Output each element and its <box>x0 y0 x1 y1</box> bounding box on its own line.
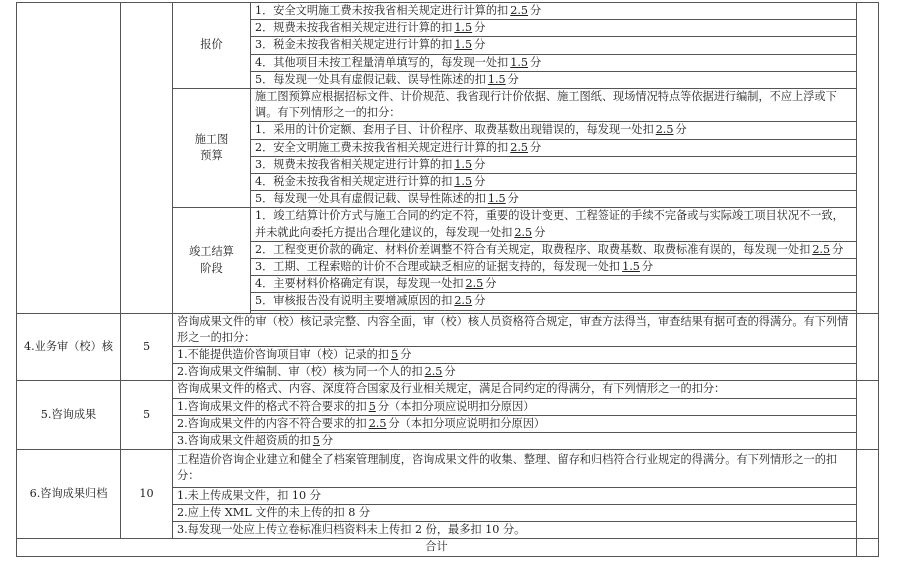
score-cell-empty <box>121 3 173 314</box>
deduction-item: 2.咨询成果文件编制、审（校）核为同一个人的扣 2.5 分 <box>173 364 857 381</box>
category-review: 4.业务审（校）核 <box>17 313 121 381</box>
deduction-item: 2.应上传 XML 文件的未上传的扣 8 分 <box>173 504 857 521</box>
score-deliverables: 5 <box>121 381 173 450</box>
deduction-item: 1.不能提供造价咨询项目审（校）记录的扣 5 分 <box>173 347 857 364</box>
sub-stage-construction-budget: 施工图 预算 <box>173 89 251 208</box>
deduction-item: 2．规费未按我省相关规定进行计算的扣 1.5 分 <box>251 20 857 37</box>
total-label: 合计 <box>17 539 857 556</box>
table-row <box>17 313 879 346</box>
criteria-intro: 咨询成果文件的格式、内容、深度符合国家及行业相关规定，满足合同约定的得满分，有下列情形之一的扣分： <box>173 381 857 398</box>
sub-stage-final-settlement: 竣工结算 阶段 <box>173 208 251 313</box>
deduction-item: 3.咨询成果文件超资质的扣 5 分 <box>173 433 857 450</box>
deduction-item: 1．竣工结算计价方式与施工合同的约定不符，重要的设计变更、工程签证的手续不完备或与实际竣工项目状况不一致，并未就此向委托方提出合理化建议的，每发现一处扣 2.5 分 <box>251 208 857 241</box>
result-cell <box>857 450 879 539</box>
deduction-item: 3．规费未按我省相关规定进行计算的扣 1.5 分 <box>251 156 857 173</box>
sub-stage-baojia: 报价 <box>173 3 251 89</box>
result-cell <box>857 381 879 450</box>
deduction-item: 3.每发现一处应上传立卷标准归档资料未上传扣 2 份，最多扣 10 分。 <box>173 522 857 539</box>
category-cell-empty <box>17 3 121 314</box>
deduction-item: 3．税金未按我省相关规定进行计算的扣 1.5 分 <box>251 37 857 54</box>
deduction-item: 5．每发现一处具有虚假记载、误导性陈述的扣 1.5 分 <box>251 71 857 88</box>
deduction-item: 4．其他项目未按工程量清单填写的，每发现一处扣 1.5 分 <box>251 54 857 71</box>
criteria-intro: 施工图预算应根据招标文件、计价规范、我省现行计价依据、施工图纸、现场情况特点等依据进行编制，不应上浮或下调。有下列情形之一的扣分： <box>251 89 857 122</box>
scoring-table <box>16 2 879 557</box>
criteria-intro: 咨询成果文件的审（校）核记录完整、内容全面，审（校）核人员资格符合规定，审查方法得当，审查结果有据可查的得满分。有下列情形之一的扣分： <box>173 313 857 346</box>
deduction-item: 4．税金未按我省相关规定进行计算的扣 1.5 分 <box>251 174 857 191</box>
deduction-item: 3．工期、工程索赔的计价不合理或缺乏相应的证据支持的，每发现一处扣 1.5 分 <box>251 259 857 276</box>
result-cell <box>857 3 879 314</box>
deduction-item: 1.咨询成果文件的格式不符合要求的扣 5 分（本扣分项应说明扣分原因） <box>173 398 857 415</box>
result-cell <box>857 313 879 381</box>
criteria-intro: 工程造价咨询企业建立和健全了档案管理制度，咨询成果文件的收集、整理、留存和归档符合行业规定的得满分。有下列情形之一的扣分： <box>173 450 857 487</box>
deduction-item: 2．安全文明施工费未按我省相关规定进行计算的扣 2.5 分 <box>251 139 857 156</box>
table-row <box>17 3 879 20</box>
score-review: 5 <box>121 313 173 381</box>
table-row <box>17 450 879 487</box>
deduction-item: 2．工程变更价款的确定、材料价差调整不符合有关规定，取费程序、取费基数、取费标准有误的，每发现一处扣 2.5 分 <box>251 241 857 258</box>
deduction-item: 5．每发现一处具有虚假记载、误导性陈述的扣 1.5 分 <box>251 191 857 208</box>
total-value <box>857 539 879 556</box>
deduction-item: 2.咨询成果文件的内容不符合要求的扣 2.5 分（本扣分项应说明扣分原因） <box>173 415 857 432</box>
category-deliverables: 5.咨询成果 <box>17 381 121 450</box>
table-row <box>17 539 879 556</box>
table-row <box>17 381 879 398</box>
category-archiving: 6.咨询成果归档 <box>17 450 121 539</box>
score-archiving: 10 <box>121 450 173 539</box>
deduction-item: 5．审核报告没有说明主要增减原因的扣 2.5 分 <box>251 293 857 310</box>
deduction-item: 1.未上传成果文件，扣 10 分 <box>173 487 857 504</box>
deduction-item: 4．主要材料价格确定有误，每发现一处扣 2.5 分 <box>251 276 857 293</box>
deduction-item: 1．采用的计价定额、套用子目、计价程序、取费基数出现错误的，每发现一处扣 2.5 分 <box>251 122 857 139</box>
deduction-item: 1．安全文明施工费未按我省相关规定进行计算的扣 2.5 分 <box>251 3 857 20</box>
